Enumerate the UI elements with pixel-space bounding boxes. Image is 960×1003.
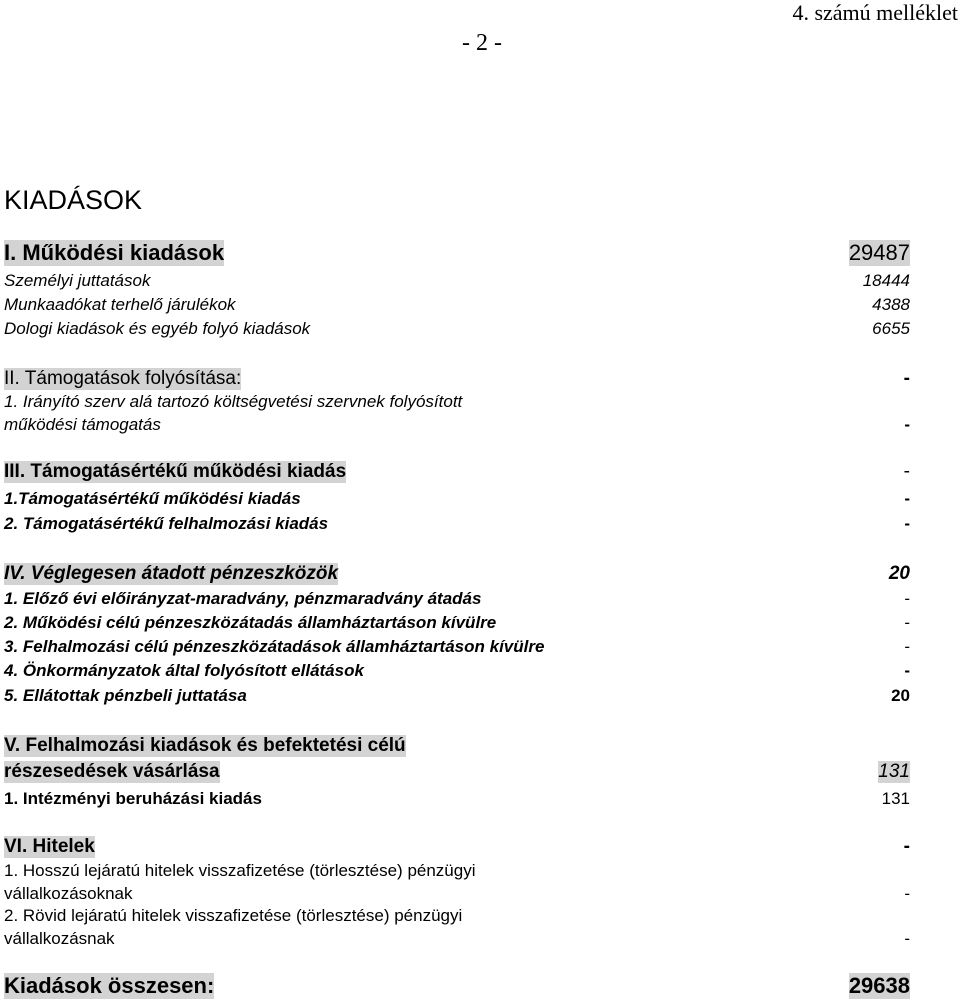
section-6-total: - xyxy=(903,836,910,857)
section-3-heading: III. Támogatásértékű működési kiadás xyxy=(4,461,347,482)
section-2-total: - xyxy=(903,368,910,389)
section-1-row-label: Személyi juttatások xyxy=(4,271,151,290)
grand-total-label: Kiadások összesen: xyxy=(4,973,215,998)
section-1-row-value: 6655 xyxy=(872,319,910,338)
section-4-row-label: 5. Ellátottak pénzbeli juttatása xyxy=(4,686,247,705)
section-6-row-value: - xyxy=(904,884,910,903)
section-5-heading-line2: részesedések vásárlása xyxy=(4,761,220,782)
section-3-total: - xyxy=(903,461,910,482)
section-6-heading: VI. Hitelek xyxy=(4,836,95,857)
section-5-heading-line1: V. Felhalmozási kiadások és befektetési célú xyxy=(4,735,406,756)
section-2-row-label-line1: 1. Irányító szerv alá tartozó költségvetési szervnek folyósított xyxy=(4,392,463,411)
section-2-row-label-line2: működési támogatás xyxy=(4,415,161,434)
section-3-row-label: 1.Támogatásértékű működési kiadás xyxy=(4,489,301,508)
section-1-heading: I. Működési kiadások xyxy=(4,240,225,265)
section-6-row-label-line1: 1. Hosszú lejáratú hitelek visszafizetése (törlesztése) pénzügyi xyxy=(4,861,476,880)
section-4-row-label: 1. Előző évi előirányzat-maradvány, pénzmaradvány átadás xyxy=(4,589,482,608)
section-3-row-label: 2. Támogatásértékű felhalmozási kiadás xyxy=(4,514,329,533)
section-6-row-label-line2: vállalkozásnak xyxy=(4,929,115,948)
section-1-total: 29487 xyxy=(848,240,910,265)
section-4-heading: IV. Véglegesen átadott pénzeszközök xyxy=(4,563,339,584)
section-6-row-label-line2: vállalkozásoknak xyxy=(4,884,133,903)
page-title: KIADÁSOK xyxy=(4,185,143,215)
section-1-row-label: Dologi kiadások és egyéb folyó kiadások xyxy=(4,319,311,338)
section-4-row-value: - xyxy=(904,589,910,608)
section-5-total: 131 xyxy=(878,761,910,782)
section-1-row-value: 4388 xyxy=(872,295,910,314)
section-6-row-value: - xyxy=(904,929,910,948)
section-4-row-label: 3. Felhalmozási célú pénzeszközátadások államháztartáson kívülre xyxy=(4,637,545,656)
section-2-row-value: - xyxy=(904,415,910,434)
section-2-heading: II. Támogatások folyósítása: xyxy=(4,368,242,389)
section-4-row-value: - xyxy=(904,613,910,632)
page-number: - 2 - xyxy=(462,30,502,56)
section-4-row-label: 2. Működési célú pénzeszközátadás államháztartáson kívülre xyxy=(4,613,497,632)
section-4-row-value: - xyxy=(904,637,910,656)
section-6-row-label-line1: 2. Rövid lejáratú hitelek visszafizetése (törlesztése) pénzügyi xyxy=(4,906,463,925)
section-4-row-label: 4. Önkormányzatok által folyósított ellátások xyxy=(4,661,364,680)
section-4-total: 20 xyxy=(888,563,910,584)
section-3-row-value: - xyxy=(904,489,910,508)
grand-total-value: 29638 xyxy=(848,973,910,998)
section-1-row-value: 18444 xyxy=(862,271,910,290)
section-3-row-value: - xyxy=(904,514,910,533)
section-5-row-label: 1. Intézményi beruházási kiadás xyxy=(4,789,262,808)
section-4-row-value: 20 xyxy=(891,686,910,705)
section-4-row-value: - xyxy=(904,661,910,680)
section-1-row-label: Munkaadókat terhelő járulékok xyxy=(4,295,236,314)
section-5-row-value: 131 xyxy=(881,789,910,808)
annex-label: 4. számú melléklet xyxy=(792,0,958,25)
